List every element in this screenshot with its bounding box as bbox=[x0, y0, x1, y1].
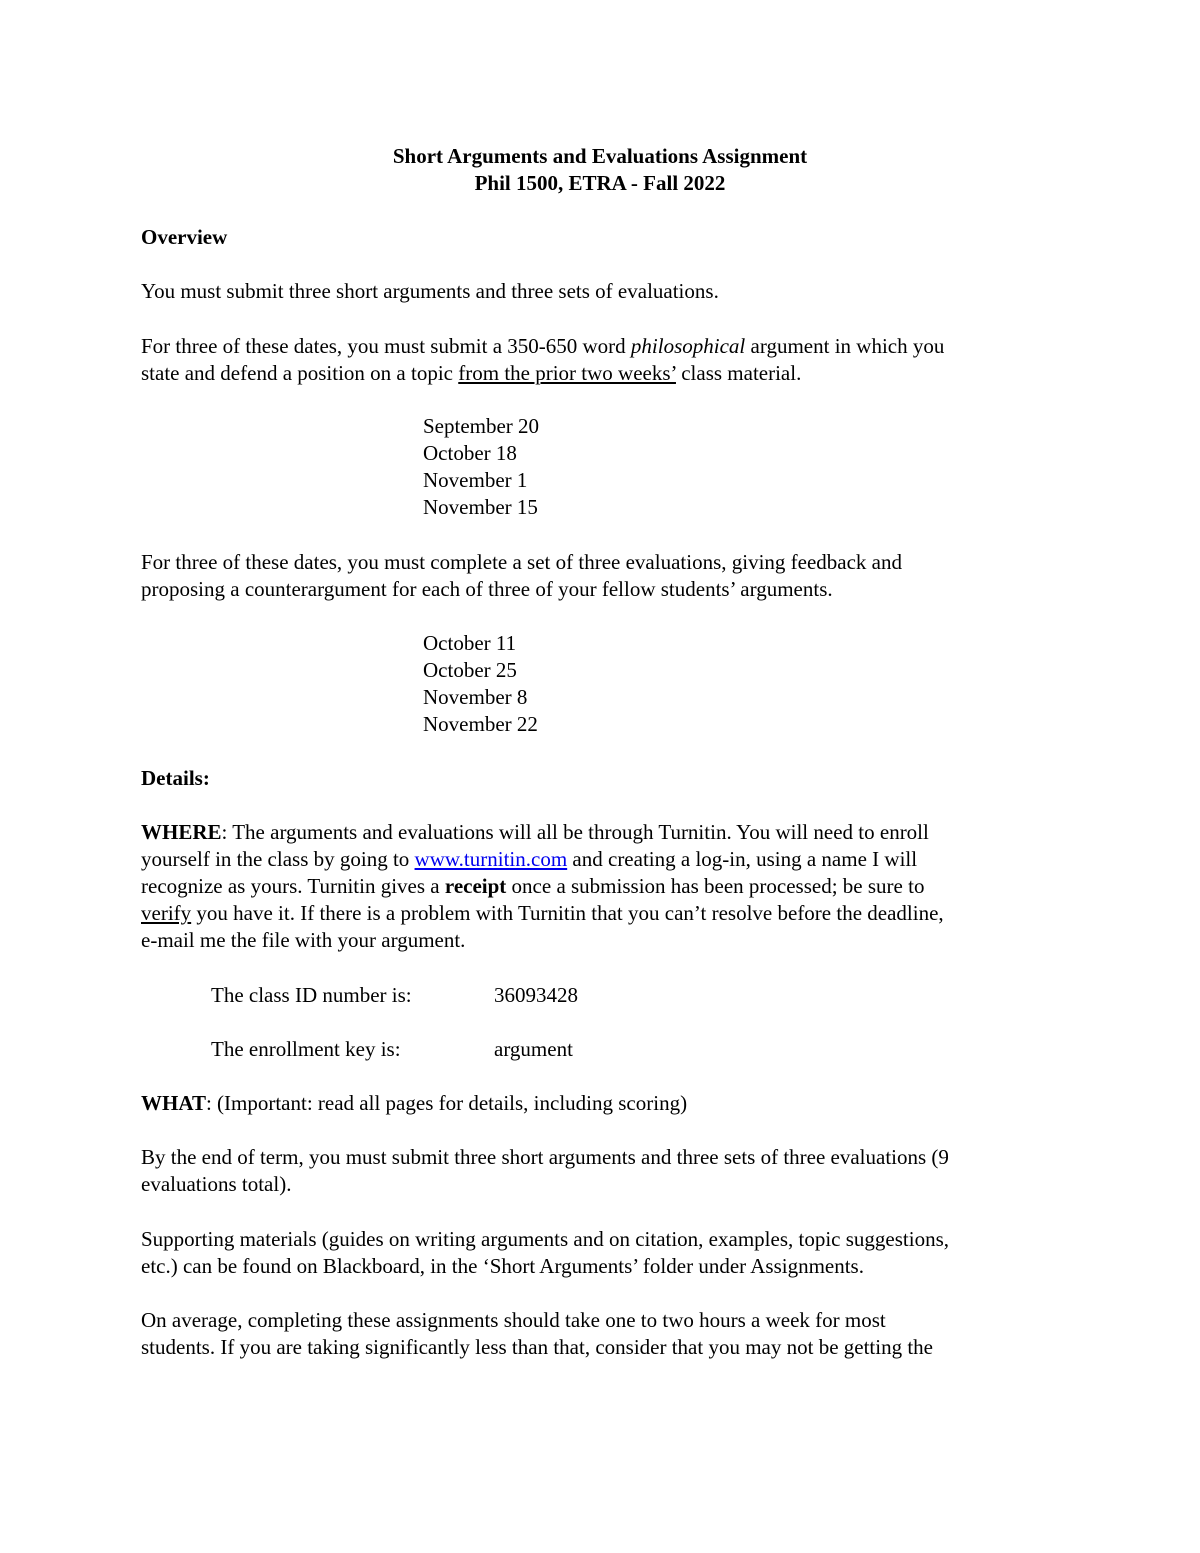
underline-prior-weeks: from the prior two weeks’ bbox=[458, 361, 676, 385]
overview-paragraph-3: For three of these dates, you must complete a set of three evaluations, giving feedback and proposing a counterargument for each of three of your fellow students’ arguments. bbox=[141, 550, 903, 601]
verify-emphasis: verify bbox=[141, 901, 192, 925]
turnitin-link[interactable]: www.turnitin.com bbox=[414, 847, 568, 871]
list-item: October 11 bbox=[423, 631, 517, 655]
class-id-value: 36093428 bbox=[494, 983, 578, 1007]
overview-paragraph-1: You must submit three short arguments and three sets of evaluations. bbox=[141, 279, 719, 303]
list-item: October 25 bbox=[423, 658, 517, 682]
list-item: October 18 bbox=[423, 441, 517, 465]
end-of-term-paragraph: By the end of term, you must submit three short arguments and three sets of three evaluations (9 evaluations total). bbox=[141, 1145, 949, 1196]
where-label: WHERE bbox=[141, 820, 222, 844]
what-paragraph: WHAT: (Important: read all pages for details, including scoring) bbox=[141, 1091, 688, 1115]
evaluation-dates-list bbox=[423, 630, 538, 738]
receipt-emphasis: receipt bbox=[444, 874, 507, 898]
list-item: November 22 bbox=[423, 712, 538, 736]
emphasis-philosophical: philosophical bbox=[630, 334, 746, 358]
list-item: September 20 bbox=[423, 414, 540, 438]
page-title: Short Arguments and Evaluations Assignment bbox=[392, 144, 808, 168]
what-label: WHAT bbox=[141, 1091, 206, 1115]
enrollment-key-value: argument bbox=[494, 1037, 573, 1061]
average-time-paragraph: On average, completing these assignments should take one to two hours a week for most students. If you are taking significantly less than that, consider that you may not be getting the bbox=[141, 1308, 933, 1359]
class-id-label: The class ID number is: bbox=[211, 983, 412, 1007]
page-subtitle: Phil 1500, ETRA - Fall 2022 bbox=[474, 171, 726, 195]
details-heading: Details: bbox=[141, 766, 210, 790]
enrollment-key-label: The enrollment key is: bbox=[211, 1037, 401, 1061]
overview-heading: Overview bbox=[141, 225, 228, 249]
supporting-materials-paragraph: Supporting materials (guides on writing arguments and on citation, examples, topic suggestions, etc.) can be found on Blackboard, in the ‘Short Arguments’ folder under Assignments. bbox=[141, 1227, 949, 1278]
overview-paragraph-2: For three of these dates, you must submit a 350-650 word philosophical argument in which you state and defend a position on a topic from the prior two weeks’ class material. bbox=[141, 334, 945, 385]
list-item: November 15 bbox=[423, 495, 538, 519]
where-paragraph: WHERE: The arguments and evaluations will all be through Turnitin. You will need to enroll yourself in the class by going to www.turnitin.com and creating a log-in, using a name I will recognize as yours. Turnitin gives a receipt once a submission has been processed; be sure to verify you have it. If there is a problem with Turnitin that you can’t resolve before the deadline, e-mail me the file with your argument. bbox=[141, 820, 944, 952]
list-item: November 8 bbox=[423, 685, 528, 709]
list-item: November 1 bbox=[423, 468, 528, 492]
argument-dates-list bbox=[423, 413, 539, 521]
